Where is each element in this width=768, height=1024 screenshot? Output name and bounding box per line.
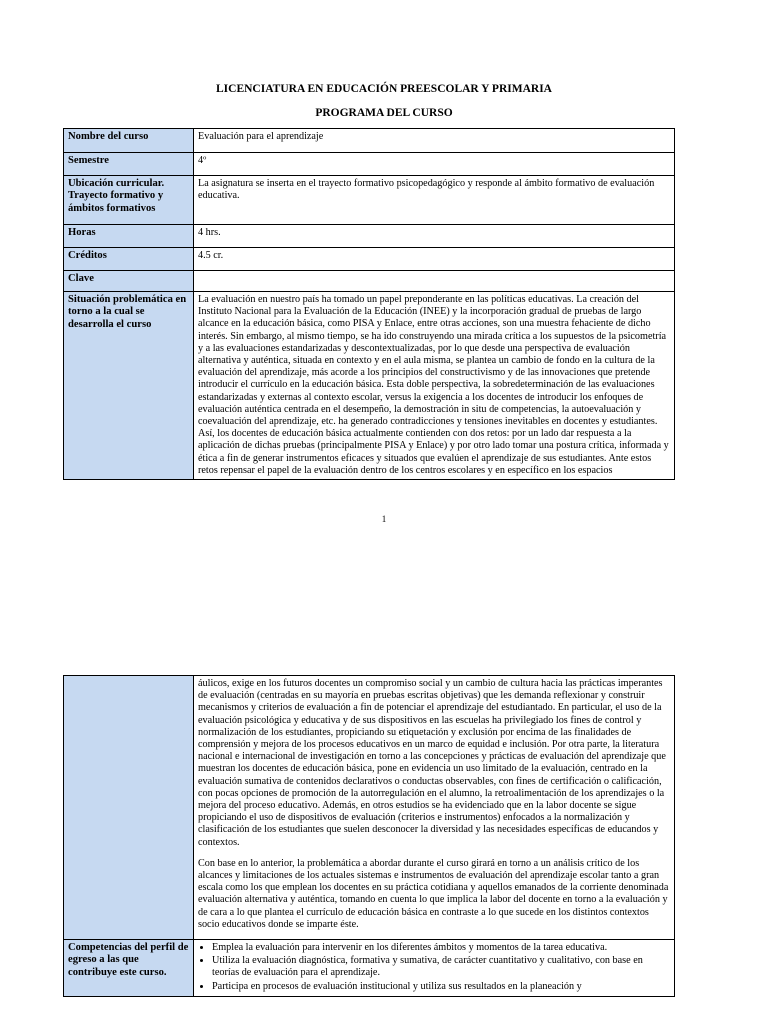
row-value-key [194,271,675,292]
row-value-hours: 4 hrs. [194,225,675,248]
row-label-key: Clave [64,271,194,292]
course-info-table [63,128,675,480]
competencies-list [198,942,670,993]
table-row [64,248,675,271]
row-value-competencies [194,940,675,997]
table-row [64,292,675,480]
table-row [64,676,675,940]
row-label-competencies: Competencias del perfil de egreso a las que contribuye este curso. [64,940,194,997]
row-label-course-name: Nombre del curso [64,129,194,153]
list-item: • Utiliza la evaluación diagnóstica, formativa y sumativa, de carácter cuantitativo y cualitativo, con base en teorías de evaluación para el aprendizaje. [212,955,670,979]
row-value-credits: 4.5 cr. [194,248,675,271]
table-row [64,225,675,248]
row-value-problem-situation: La evaluación en nuestro país ha tomado un papel preponderante en las políticas educativas. La creación del Instituto Nacional para la Evaluación de la Educación (INEE) y la incorporación gradual de pruebas de largo alcance en la educación básica, como PISA y Enlace, entre otras acciones, son una muestra fehaciente de dicho interés. Sin embargo, al mismo tiempo, se ha ido construyendo una mirada crítica a los supuestos de la psicometría y a las evaluaciones estandarizadas y descontextualizadas, por lo que desde una perspectiva de evaluación alternativa y auténtica, situada en contexto y en el aula misma, se plantea un cambio de fondo en la cultura de la evaluación del aprendizaje, más acorde a los principios del constructivismo y de las innovaciones que pretende introducir el currículo en la educación básica. Esta doble perspectiva, la sobredeterminación de las evaluaciones estandarizadas y externas al contexto escolar, versus la exigencia a los docentes de introducir los enfoques de evaluación auténtica centrada en el desempeño, la demostración in situ de competencias, la autoevaluación y coevaluación del aprendizaje, etc. ha generado contradicciones y tensiones inevitables en docentes y estudiantes. Así, los docentes de educación básica actualmente contienden con dos retos: por un lado dar respuesta a la aplicación de dichas pruebas (principalmente PISA y Enlace) y por otro lado tomar una postura crítica, informada y ética a fin de generar instrumentos eficaces y situados que evalúen el aprendizaje de sus estudiantes. Ante estos retos repensar el papel de la evaluación dentro de los centros escolares y en específico en los espacios [194,292,675,480]
table-row [64,940,675,997]
table-row [64,153,675,176]
row-value-problem-continuation [194,676,675,940]
row-value-course-name: Evaluación para el aprendizaje [194,129,675,153]
row-label-hours: Horas [64,225,194,248]
program-title: LICENCIATURA EN EDUCACIÓN PREESCOLAR Y PRIMARIA [216,83,552,95]
table-row [64,176,675,225]
row-label-curricular-location: Ubicación curricular. Trayecto formativo y ámbitos formativos [64,176,194,225]
page-number: 1 [381,514,387,524]
program-subtitle: PROGRAMA DEL CURSO [315,107,453,119]
course-info-table-continued [63,675,675,997]
row-label-empty [64,676,194,940]
list-item: • Emplea la evaluación para intervenir en los diferentes ámbitos y momentos de la tarea educativa. [212,942,670,954]
table-row [64,129,675,153]
row-value-curricular-location: La asignatura se inserta en el trayecto formativo psicopedagógico y responde al ámbito formativo de evaluación educativa. [194,176,675,225]
paragraph: áulicos, exige en los futuros docentes un compromiso social y un cambio de cultura hacia las prácticas imperantes de evaluación (centradas en su mayoría en pruebas escritas objetivas) que les demanda reflexionar y construir mecanismos y criterios de evaluación a fin de potenciar el aprendizaje del estudiantado. En particular, el uso de la evaluación psicológica y educativa y de sus dispositivos en las escuelas ha privilegiado los fines de control y normalización de los estudiantes, propiciando su etiquetación y exclusión por encima de las finalidades de comprensión y mejora de los procesos educativos en un marco de equidad e inclusión. Por otra parte, la literatura nacional e internacional de investigación en torno a las concepciones y prácticas de evaluación del aprendizaje que muestran los docentes de educación básica, pone en evidencia un uso limitado de la evaluación, centrado en la evaluación sumativa de contenidos declarativos o conductas observables, con fines de certificación o calificación, con pocas opciones de promoción de la autorregulación en el alumno, la retroalimentación de los aprendizajes o la mejora del proceso educativo. Además, en otros estudios se ha evidenciado que en la labor docente se sigue propiciando el uso de dispositivos de evaluación (criterios e instrumentos) enfocados a la normalización y clasificación de los estudiantes que suelen desconocer la diversidad y las necesidades específicas de educandos y contextos. [198,678,666,848]
row-label-semester: Semestre [64,153,194,176]
list-item: • Participa en procesos de evaluación institucional y utiliza sus resultados en la planeación y [212,981,670,993]
row-label-credits: Créditos [64,248,194,271]
table-row [64,271,675,292]
paragraph: Con base en lo anterior, la problemática a abordar durante el curso girará en torno a un análisis crítico de los alcances y limitaciones de los actuales sistemas e instrumentos de evaluación del aprendizaje escolar tanto a gran escala como los que emplean los docentes en su práctica cotidiana y aquellos emanados de la corriente denominada evaluación alternativa y auténtica, tomando en cuenta lo que implica la labor del docente en torno a la evaluación y de cara a lo que plantea el currículo de educación básica en contraste a lo que sucede en los distintos contextos socio educativos donde se imparte éste. [198,857,669,930]
row-value-semester: 4º [194,153,675,176]
row-label-problem-situation: Situación problemática en torno a la cual se desarrolla el curso [64,292,194,480]
